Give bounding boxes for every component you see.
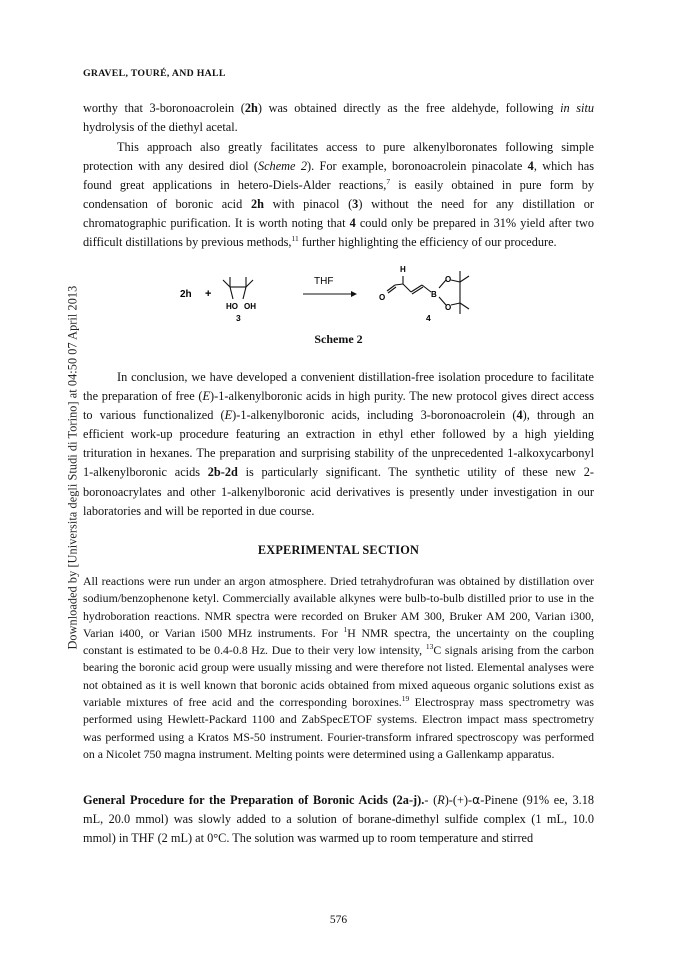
h-atom: H: [400, 265, 406, 274]
download-watermark: Downloaded by [Universita degli Studi di Torino] at 04:50 07 April 2013: [65, 285, 80, 650]
text: )-1-alkenylboronic acids, including 3-boronoacrolein (: [232, 408, 517, 423]
compound-ref: 2h: [250, 197, 264, 212]
text: )-1-alkenylboronic acids in high purity. The new protocol gives direct access to various functionalized (: [83, 389, 594, 423]
text: could only be prepared in 31% yield after two difficult distillations by previous methods,: [83, 216, 594, 250]
paragraph-2: [83, 138, 594, 253]
running-header: GRAVEL, TOURÉ, AND HALL: [83, 68, 226, 79]
text: -Pinene (91% ee, 3.18 mL, 20.0 mmol) was slowly added to a solution of borane-dimethyl sulfide complex (1 mL, 10.0 mmol) in THF (2 mL) at 0°C. The solution was warmed up to room temperature and stirred: [83, 793, 594, 846]
text: is particularly significant. The synthetic utility of these new 2-boronoacrylates and other 1-alkenylboronic acid derivatives is presently under investigation in our laboratories and will be reported in due course.: [83, 465, 594, 518]
compound-ref: 4: [349, 216, 356, 231]
text: This approach also greatly facilitates access to pure alkenylboronates following simple protection with any desired diol (: [83, 140, 594, 174]
text: )-(+)-: [444, 793, 473, 807]
text: worthy that 3-boronoacrolein (: [83, 101, 245, 115]
text: H NMR spectra, the uncertainty on the coupling constant is estimated to be 0.4-0.8 Hz. Due to their very low intensity,: [83, 625, 594, 658]
text: ), through an efficient work-up procedure featuring an extraction in ethyl ether followed by a high yielding trituration in hexanes. The preparation and surprising stability of the unprecedented 1-alkoxycarbonyl 1-alkenylboronic acids: [83, 408, 594, 480]
pinacol-ho: HO: [226, 302, 238, 311]
compound-4-label: 4: [426, 313, 431, 323]
text: C signals arising from the carbon bearing the boronic acid group were usually missing and were therefore not listed. Elemental analyses were not obtained as it is well known that boronic acids obtained from mixed aqueous organic solutions exist as variable mixtures of free acid and the corresponding boroxines.: [83, 643, 594, 710]
pinacol-oh: OH: [244, 302, 256, 311]
reagent-thf: THF: [314, 276, 334, 287]
section-title: EXPERIMENTAL SECTION: [257, 543, 420, 557]
isotope-superscript: 1: [343, 624, 348, 634]
text: ) was obtained directly as the free aldehyde, following: [257, 101, 561, 115]
paragraph-1: [83, 99, 594, 137]
citation: 19: [401, 694, 410, 704]
citation: 11: [291, 234, 299, 244]
scheme-2: [83, 260, 594, 355]
compound-ref: 4: [527, 159, 534, 174]
stereo-descriptor: E: [202, 389, 211, 404]
scheme-ref: Scheme 2: [257, 159, 307, 174]
paragraph-3: [83, 368, 594, 521]
plus-sign: +: [205, 288, 212, 300]
b-atom: B: [431, 290, 437, 299]
scheme-caption: Scheme 2: [314, 332, 363, 346]
o-lower: O: [445, 303, 452, 312]
compound-ref: 2b-2d: [207, 465, 238, 480]
paragraph-4: [83, 573, 594, 763]
compound-3-label: 3: [236, 313, 241, 323]
text: ). For example, boronoacrolein pinacolate: [306, 159, 528, 174]
stereo-descriptor: E: [224, 408, 233, 423]
o-upper: O: [445, 275, 452, 284]
text: Electrospray mass spectrometry was performed using Hewlett-Packard 1100 and ZabSpecETOF systems. Electron impact mass spectrometry was performed using a Kratos MS-50 instrument. Fourier-transform infrared spectroscopy was performed on a Nicolet 750 magna instrument. Melting points were determined using a Gallenkamp apparatus.: [83, 695, 594, 761]
o-aldehyde: O: [379, 293, 386, 302]
text: , which has found great applications in hetero-Diels-Alder reactions,: [83, 159, 595, 193]
arrowhead-icon: [351, 291, 357, 297]
alpha-symbol: α: [472, 793, 481, 807]
italic-term: in situ: [560, 101, 595, 115]
isotope-superscript: 13: [425, 642, 434, 652]
compound-ref: 2h: [244, 101, 258, 115]
procedure-heading: General Procedure for the Preparation of Boronic Acids (2a-j).: [83, 793, 425, 807]
paragraph-5: [83, 791, 594, 848]
text: is easily obtained in pure form by condensation of boronic acid: [83, 178, 594, 212]
text: with pinacol (: [263, 197, 353, 212]
text: - (: [424, 793, 438, 807]
text: hydrolysis of the diethyl acetal.: [83, 120, 238, 135]
text: ) without the need for any distillation or chromatographic purification. It is worth noting that: [83, 197, 595, 231]
reactant-2h-label: 2h: [180, 289, 192, 300]
scheme-2-structures: [83, 260, 594, 332]
citation: 7: [386, 177, 391, 187]
stereo-descriptor: R: [437, 793, 445, 807]
pinacol-structure: [223, 277, 253, 299]
boronate-product-structure: [387, 271, 469, 314]
page-number: 576: [329, 914, 348, 926]
text: In conclusion, we have developed a convenient distillation-free isolation procedure to facilitate the preparation of free (: [83, 370, 594, 404]
compound-ref: 4: [516, 408, 523, 423]
text: All reactions were run under an argon atmosphere. Dried tetrahydrofuran was obtained by distillation over sodium/benzophenone ketyl. Commercially available alkynes were bulb-to-bulb distilled prior to use in the hydroboration reactions. NMR spectra were recorded on Bruker AM 300, Bruker AM 200, Varian i300, Varian i400, or Varian i500 MHz instruments. For: [83, 574, 594, 640]
compound-ref: 3: [352, 197, 359, 212]
text: further highlighting the efficiency of our procedure.: [298, 235, 557, 250]
